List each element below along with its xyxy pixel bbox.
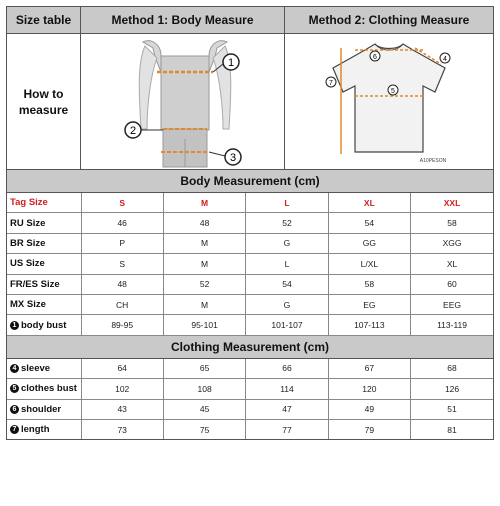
table-cell: 67 [328, 359, 410, 379]
table-cell: 48 [81, 274, 163, 294]
number-badge-icon: 4 [10, 364, 19, 373]
table-cell: 66 [246, 359, 328, 379]
table-cell: 58 [411, 213, 493, 233]
table-cell: EEG [411, 294, 493, 314]
row-label-text: shoulder [21, 403, 62, 415]
table-cell: XXL [411, 193, 493, 213]
shirt-marker-7: 7 [329, 80, 333, 87]
table-cell: P [81, 233, 163, 253]
how-to-measure-text: How to measure [18, 86, 69, 117]
body-figure-illustration [81, 34, 285, 169]
row-label-text: Tag Size [10, 197, 48, 209]
table-cell: 77 [246, 419, 328, 439]
body-marker-3: 3 [229, 152, 237, 164]
table-row [7, 419, 493, 439]
header-row [7, 7, 493, 34]
shirt-marker-5: 5 [391, 88, 395, 95]
table-cell: 73 [81, 419, 163, 439]
body-measurement-heading: Body Measurement (cm) [7, 170, 493, 193]
number-badge-icon: 6 [10, 405, 19, 414]
table-cell: 46 [81, 213, 163, 233]
table-row [7, 213, 493, 233]
number-badge-icon: 1 [10, 321, 19, 330]
table-row [7, 274, 493, 294]
table-cell: M [163, 294, 245, 314]
table-cell: G [246, 233, 328, 253]
table-cell: 52 [163, 274, 245, 294]
table-cell: 47 [246, 399, 328, 419]
table-cell: 51 [411, 399, 493, 419]
table-cell: M [163, 233, 245, 253]
table-cell: 95-101 [163, 315, 245, 335]
table-row [7, 315, 493, 335]
row-label-text: FR/ES Size [10, 278, 60, 290]
body-marker-2: 2 [129, 125, 137, 137]
table-cell: 60 [411, 274, 493, 294]
table-row [7, 399, 493, 419]
row-label [7, 315, 81, 335]
row-label-text: sleeve [21, 362, 51, 374]
shirt-figure-illustration [285, 34, 493, 169]
table-row [7, 233, 493, 253]
clothing-measurement-heading: Clothing Measurement (cm) [7, 336, 493, 359]
table-cell: 54 [328, 213, 410, 233]
shirt-marker-6: 6 [373, 54, 377, 61]
table-cell: 64 [81, 359, 163, 379]
shirt-marker-4: 4 [443, 56, 447, 63]
table-cell: 120 [328, 379, 410, 399]
row-label-text: US Size [10, 258, 45, 270]
row-label-text: body bust [21, 319, 67, 331]
table-cell: 48 [163, 213, 245, 233]
method-1-heading: Method 1: Body Measure [81, 7, 285, 33]
row-label [7, 294, 81, 314]
table-cell: 113-119 [411, 315, 493, 335]
table-cell: 75 [163, 419, 245, 439]
table-cell: EG [328, 294, 410, 314]
number-badge-icon: 7 [10, 425, 19, 434]
table-cell: 101-107 [246, 315, 328, 335]
table-cell: 81 [447, 424, 457, 435]
table-row [7, 359, 493, 379]
table-cell: L/XL [328, 254, 410, 274]
table-cell: 54 [246, 274, 328, 294]
table-cell: M [163, 254, 245, 274]
method-2-heading: Method 2: Clothing Measure [308, 13, 470, 27]
table-row [7, 379, 493, 399]
body-measurement-table [7, 193, 493, 336]
table-cell: L [246, 193, 328, 213]
brand-label: A10PESON [419, 158, 447, 164]
number-badge-icon: 5 [10, 384, 19, 393]
table-row [7, 254, 493, 274]
row-label-text: MX Size [10, 299, 46, 311]
table-cell: 89-95 [81, 315, 163, 335]
how-to-measure-label [7, 34, 81, 169]
clothing-measurement-table [7, 359, 493, 440]
table-cell: 43 [81, 399, 163, 419]
table-cell: 45 [163, 399, 245, 419]
table-cell: 108 [163, 379, 245, 399]
row-label [7, 274, 81, 294]
row-label-text: BR Size [10, 237, 46, 249]
row-label-text: clothes bust [21, 383, 77, 395]
table-cell: XL [328, 193, 410, 213]
row-label [7, 419, 81, 439]
table-cell: L [246, 254, 328, 274]
table-cell: 65 [163, 359, 245, 379]
row-label [7, 379, 81, 399]
table-cell: 49 [328, 399, 410, 419]
table-cell: M [163, 193, 245, 213]
table-cell: GG [328, 233, 410, 253]
table-cell: 114 [246, 379, 328, 399]
table-cell: 126 [411, 379, 493, 399]
table-cell: G [246, 294, 328, 314]
size-table-heading: Size table [7, 7, 81, 33]
table-cell: 79 [328, 419, 410, 439]
table-cell: 107-113 [328, 315, 410, 335]
table-cell: S [81, 254, 163, 274]
row-label [7, 399, 81, 419]
row-label [7, 213, 81, 233]
illustration-row [7, 34, 493, 170]
table-row [7, 294, 493, 314]
table-cell: XGG [411, 233, 493, 253]
body-figure-cell [81, 34, 285, 169]
table-cell: XL [411, 254, 493, 274]
table-cell: S [81, 193, 163, 213]
table-cell: 58 [328, 274, 410, 294]
row-label-text: RU Size [10, 217, 46, 229]
table-cell: 102 [81, 379, 163, 399]
row-label-text: length [21, 424, 50, 436]
table-cell: CH [81, 294, 163, 314]
row-label [7, 193, 81, 213]
shirt-figure-cell [285, 34, 493, 169]
row-label [7, 233, 81, 253]
size-chart [6, 6, 494, 440]
table-cell: 68 [411, 359, 493, 379]
body-marker-1: 1 [227, 57, 235, 69]
row-label [7, 254, 81, 274]
table-cell: 52 [246, 213, 328, 233]
table-row [7, 193, 493, 213]
row-label [7, 359, 81, 379]
